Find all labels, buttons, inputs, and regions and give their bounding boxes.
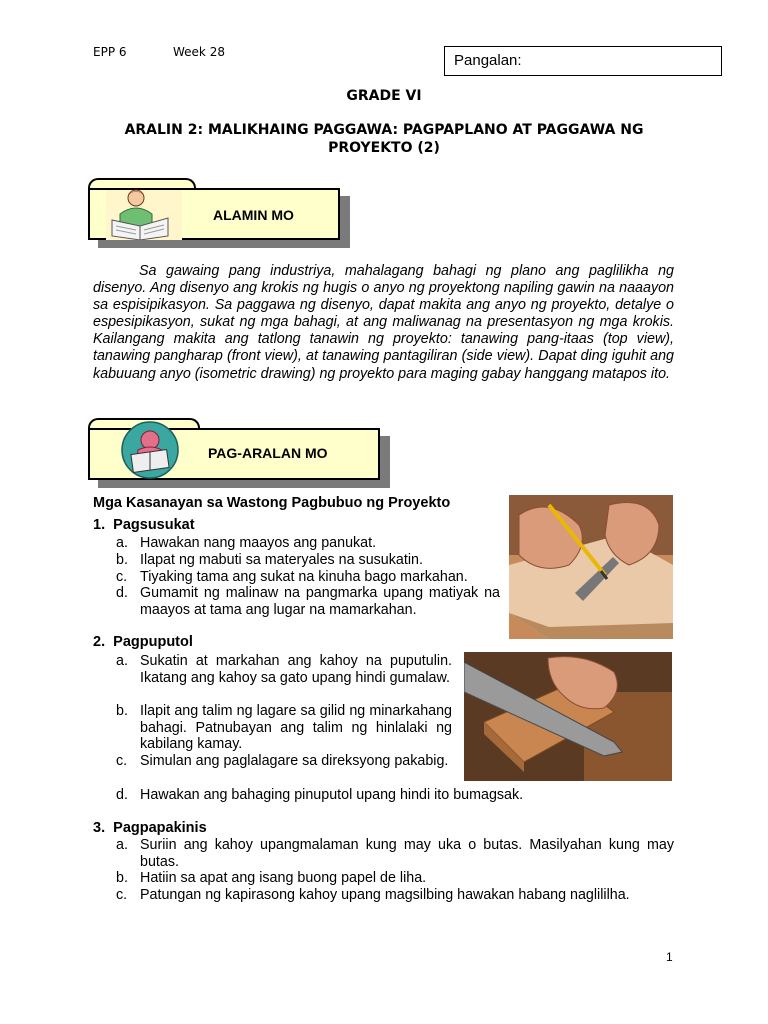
subject-label: EPP 6	[93, 45, 127, 59]
step-2-heading	[93, 634, 193, 650]
step-3-title: Pagpapakinis	[113, 820, 207, 836]
page-number: 1	[666, 950, 673, 964]
pag-aralan-mo-label: PAG-ARALAN MO	[208, 445, 328, 461]
step-1-number: 1.	[93, 517, 106, 533]
alamin-mo-label: ALAMIN MO	[213, 207, 294, 223]
step-1-title: Pagsusukat	[113, 517, 195, 533]
step-1-heading	[93, 517, 195, 533]
step-3-number: 3.	[93, 820, 106, 836]
sawing-wood-photo	[464, 652, 672, 781]
name-field-label: Pangalan:	[454, 52, 522, 69]
lesson-title: ARALIN 2: MALIKHAING PAGGAWA: PAGPAPLANO AT PAGGAWA NG PROYEKTO (2)	[124, 122, 644, 156]
reading-person-icon	[106, 184, 182, 240]
section-title: Mga Kasanayan sa Wastong Pagbubuo ng Proyekto	[93, 495, 451, 511]
step-2-number: 2.	[93, 634, 106, 650]
pag-aralan-mo-banner	[88, 428, 388, 494]
student-reading-icon	[118, 420, 182, 480]
week-label: Week 28	[173, 45, 225, 59]
step-3-heading	[93, 820, 207, 836]
page-title: GRADE VI	[346, 88, 422, 104]
alamin-mo-banner	[88, 188, 388, 254]
step-2-title: Pagpuputol	[113, 634, 193, 650]
intro-paragraph: Sa gawaing pang industriya, mahalagang bahagi ng plano ang paglilikha ng disenyo. Ang disenyo ang krokis ng hugis o anyo ng proyektong napiling gawin na naaayon sa espisipikasyon. Sa paggawa ng disenyo, dapat makita ang anyo ng proyekto, detalye o espesipikasyon, sukat ng mga bahagi, at ang maliwanag na presentasyon ng mga krokis. Kailangang makita ang tatlong tanawin ng proyekto: tanawing pang-itaas (top view), tanawing pangharap (front view), at tanawing pantagiliran (side view). Dapat ding iguhit ang kabuuang anyo (isometric drawing) ng proyekto para maging gabay hanggang matapos ito.	[93, 263, 674, 382]
name-field[interactable]	[444, 46, 722, 76]
measuring-wood-photo	[509, 495, 673, 639]
